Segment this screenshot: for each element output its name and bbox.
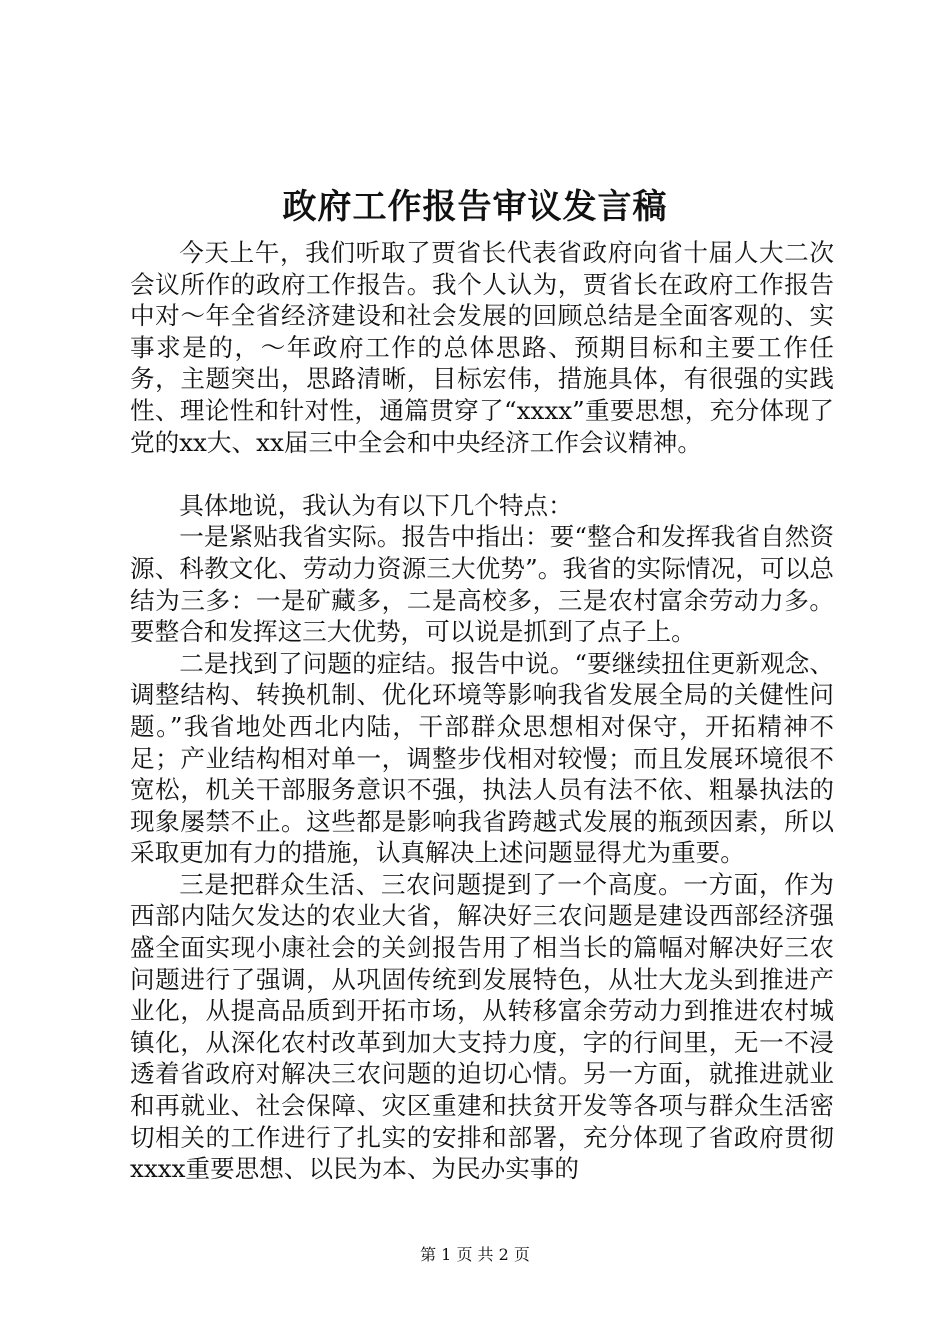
document-body	[130, 237, 834, 1185]
page-footer: 第 1 页 共 2 页	[420, 1245, 530, 1264]
paragraph-point-one: 一是紧贴我省实际。报告中指出：要“整合和发挥我省自然资源、科教文化、劳动力资源三大优势”。我省的实际情况，可以总结为三多：一是矿藏多，二是高校多，三是农村富余劳动力多。要整合和发挥这三大优势，可以说是抓到了点子上。	[130, 522, 834, 647]
paragraph-intro: 今天上午，我们听取了贾省长代表省政府向省十届人大二次会议所作的政府工作报告。我个人认为，贾省长在政府工作报告中对～年全省经济建设和社会发展的回顾总结是全面客观的、实事求是的，～年政府工作的总体思路、预期目标和主要工作任务，主题突出，思路清晰，目标宏伟，措施具体，有很强的实践性、理论性和针对性，通篇贯穿了“xxxx”重要思想，充分体现了党的xx大、xx届三中全会和中央经济工作会议精神。	[130, 238, 834, 457]
document-title: 政府工作报告审议发言稿	[282, 187, 668, 227]
paragraph-point-three: 三是把群众生活、三农问题提到了一个高度。一方面，作为西部内陆欠发达的农业大省，解决好三农问题是建设西部经济强盛全面实现小康社会的关剑报告用了相当长的篇幅对解决好三农问题进行了强调，从巩固传统到发展特色，从壮大龙头到推进产业化，从提高品质到开拓市场，从转移富余劳动力到推进农村城镇化，从深化农村改革到加大支持力度，字的行间里，无一不浸透着省政府对解决三农问题的迫切心情。另一方面，就推进就业和再就业、社会保障、灾区重建和扶贫开发等各项与群众生活密切相关的工作进行了扎实的安排和部署，充分体现了省政府贯彻xxxx重要思想、以民为本、为民办实事的	[130, 869, 834, 1184]
paragraph-point-two: 二是找到了问题的症结。报告中说。“要继续扭住更新观念、调整结构、转换机制、优化环境等影响我省发展全局的关健性问题。”我省地处西北内陆，干部群众思想相对保守，开拓精神不足；产业结构相对单一，调整步伐相对较慢；而且发展环境很不宽松，机关干部服务意识不强，执法人员有法不依、粗暴执法的现象屡禁不止。这些都是影响我省跨越式发展的瓶颈因素，所以采取更加有力的措施，认真解决上述问题显得尤为重要。	[130, 648, 834, 868]
paragraph-features-lead: 具体地说，我认为有以下几个特点：	[179, 490, 573, 520]
